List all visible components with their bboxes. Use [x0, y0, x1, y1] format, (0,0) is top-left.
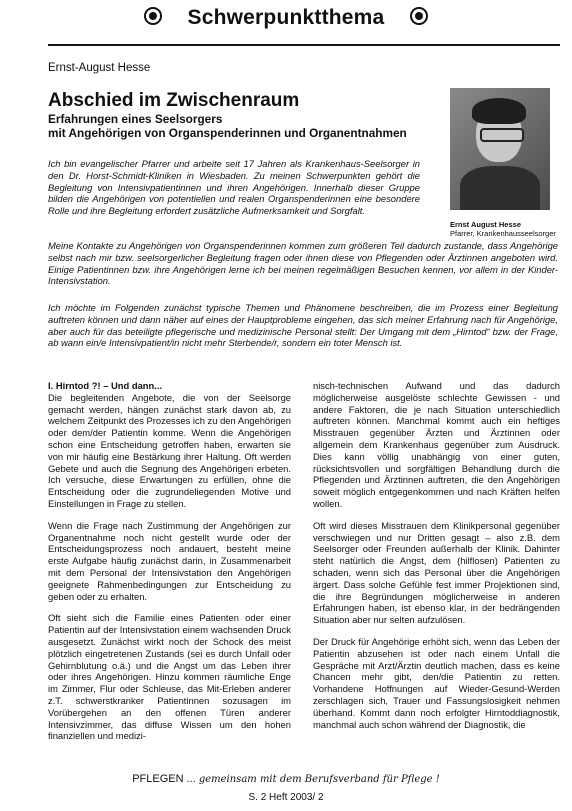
intro-paragraph-1 [48, 158, 420, 217]
article-title: Abschied im Zwischenraum [48, 90, 300, 111]
left-paragraph-1: Die begleitenden Angebote, die von der Seelsorge gemacht werden, hängen zunächst stark davon ab, zu welchem Zeitpunkt des Prozesses ich zu den Angehörigen oder dem/der Patientin komme. Wenn die Angehörigen schon eine Entscheidung getroffen haben, erwarten sie von mir häufig eine Bestärkung ihrer Haltung. Oft werden Gebete und auch die Segnung des Angehörigen erbeten. Ich versuche, diese Erwartungen zu erfüllen, ohne die Entscheidung oder die zugrundeliegenden Motive und Einstellungen in Frage zu stellen. [48, 391, 291, 509]
page-number: S. 2 Heft 2003/ 2 [248, 792, 324, 803]
caption-role: Pfarrer, Krankenhausseelsorger [450, 229, 556, 238]
footer-slogan [0, 773, 572, 785]
intro-text-3: Ich möchte im Folgenden zunächst typische Themen und Phänomene beschreiben, die im Prozess einer Begleitung auftreten können und dann näher auf eines der Hauptprobleme eingehen, das sich meiner Erfahrung nach für Angehörige, aber auch für das beteiligte pflegerische und medizinische Personal stellt: Der Umgang mit dem „Hirntod“ bzw. der Frage, ab wann ein/e Intensivpatient/in nicht mehr Sterbende/r, sondern ein toter Mensch ist. [48, 302, 558, 349]
article-subtitle [48, 112, 468, 140]
left-paragraph-3: Oft sieht sich die Familie eines Patienten oder einer Patientin auf der Intensivstation einem wachsenden Druck ausgesetzt. Zunächst wirkt noch der Schock des meist plötzlich eingetretenen Zustands (sei es durch Unfall oder Gehirnblutung o.ä.) und die Angst um das Leben ihrer oder ihres Angehörigen. Hinzu kommen räumliche Enge im Zimmer, Flur oder Schleuse, das Mit-Erleben anderer z.T. schwerstkranker Patientinnen sozusagen im Vorübergehen an den offenen Türen anderer Intensivzimmer, das diffuse Wissen um den hohen finanziellen und medizi- [48, 612, 291, 742]
photo-caption [450, 220, 560, 238]
header-divider [48, 44, 560, 46]
section-heading: I. Hirntod ?! – Und dann... [48, 380, 163, 391]
right-column [313, 380, 560, 740]
left-column [48, 380, 291, 752]
subtitle-line-2: mit Angehörigen von Organspenderinnen und Organentnahmen [48, 126, 407, 140]
intro-text-1: Ich bin evangelischer Pfarrer und arbeite seit 17 Jahren als Krankenhaus-Seelsorger in den Dr. Horst-Schmidt-Kliniken in Wiesbaden. Zu meinen Schwerpunkten gehört die Begleitung von Intensivpatientinnen und ihren Angehörigen. Innerhalb dieser Gruppe bilden die Angehörigen von potentiellen und realen Organspenderinnen eine besondere Rolle und ihre Begleitung erfordert zusätzliche Aufmerksamkeit und Sorgfalt. [48, 158, 420, 217]
bullet-symbol-icon [144, 7, 162, 25]
footer-pflegen: PFLEGEN ... [132, 773, 196, 785]
author-name: Ernst-August Hesse [48, 62, 151, 74]
right-paragraph-1: nisch-technischen Aufwand und das dadurch möglicherweise ausgelöste schlechte Gewissen - und andere Faktoren, die je nach Situation unterschiedlich auftreten können. Manchmal kommt auch ein heftiges Misstrauen gegenüber Ärzten und Ärztinnen oder allgemein dem Krankenhaus gegenüber zum Ausdruck. Dies kann völlig unabhängig von einer guten, rücksichtsvollen und sorgfältigen Behandlung durch die Pflegenden und Ärztinnen auftreten, die den Angehörigen soweit möglich entgegenkommen und nach Kräften helfen wollen. [313, 380, 560, 509]
section-header [0, 6, 572, 30]
bullet-symbol-icon [410, 7, 428, 25]
intro-paragraph-2 [48, 240, 558, 287]
left-paragraph-2: Wenn die Frage nach Zustimmung der Angehörigen zur Organentnahme noch nicht gestellt wurde oder der Entscheidungsprozess noch andauert, besteht meine erste Aufgabe häufig zunächst darin, in Zusammenarbeit mit dem Personal der Intensivstation den Angehörigen geeignete Rahmenbedingungen zur Entscheidung zu geben oder zu erhalten. [48, 519, 291, 602]
intro-text-2: Meine Kontakte zu Angehörigen von Organspenderinnen kommen zum größeren Teil dadurch zustande, dass Angehörige selbst nach mir bzw. seelsorgerlicher Begleitung fragen oder ihnen diese von Pflegenden oder Ärztinnen angeboten wird. Einige Patientinnen bzw. ihre Angehörigen lerne ich bei meinen regelmäßigen Besuchen kennen, vor allem in der Kinder-Intensivstation. [48, 240, 558, 287]
intro-paragraph-3 [48, 302, 558, 349]
subtitle-line-1: Erfahrungen eines Seelsorgers [48, 112, 223, 126]
caption-name: Ernst August Hesse [450, 220, 521, 229]
right-paragraph-3: Der Druck für Angehörige erhöht sich, wenn das Leben der Patientin abzusehen ist oder nach einem Unfall die Gespräche mit Arzt/Ärztin deutlich machen, dass es keine Chancen mehr gibt, den/die Patientin zu retten. Vorhandene Hoffnungen auf Wieder-Gesund-Werden zerschlagen sich, Trauer und Fassungslosigkeit nehmen überhand. Kommt dann noch erfolgter Hirntoddiagnostik, manchmal auch schon während der Diagnostik, die [313, 635, 560, 730]
right-paragraph-2: Oft wird dieses Misstrauen dem Klinikpersonal gegenüber verschwiegen und nur Dritten gesagt – also z.B. dem Seelsorger oder Freunden außerhalb der Klinik. Dahinter steht natürlich die Angst, dem (hilflosen) Patienten zu schaden, wenn sich das Personal über die Angehörigen ärgert. Dass solche Gefühle fest immer Projektionen sind, die ihre Begründungen möglicherweise in anderen Erfahrungen haben, ist ebenso klar, in der bedrängenden Situation aber nur selten aufzulösen. [313, 519, 560, 626]
author-photo [450, 88, 550, 210]
footer-script: gemeinsam mit dem Berufsverband für Pflege ! [198, 774, 440, 785]
section-title: Schwerpunktthema [187, 6, 385, 29]
